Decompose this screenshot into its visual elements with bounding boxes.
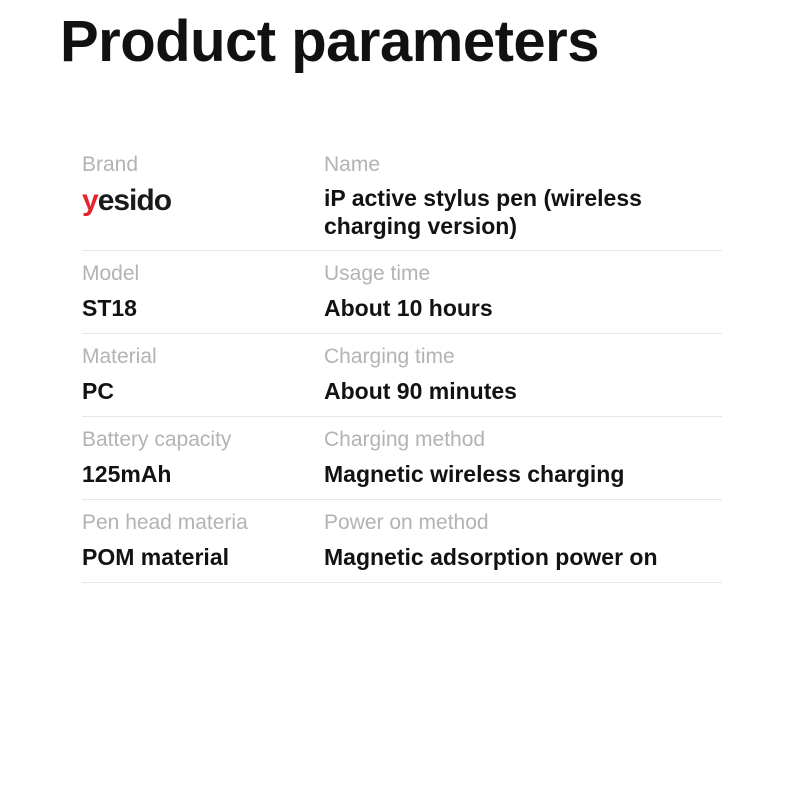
spec-value: 125mAh [82,461,172,487]
yesido-logo-word: esido [97,184,172,217]
spec-cell-model [82,259,324,323]
spec-value: iP active stylus pen (wireless charging version) [324,185,642,239]
spec-cell-battery-capacity [82,425,324,489]
table-row [82,140,722,251]
yesido-logo [82,186,324,220]
table-row [82,417,722,500]
spec-cell-charging-method [324,425,722,489]
page-title: Product parameters [60,9,599,74]
spec-value: POM material [82,544,229,570]
spec-cell-charging-time [324,342,722,406]
spec-label: Material [82,345,157,368]
table-row [82,334,722,417]
spec-label: Battery capacity [82,428,232,451]
spec-value: PC [82,378,114,404]
specifications-table [82,140,722,583]
spec-cell-pen-head-material [82,508,324,572]
spec-label: Charging method [324,428,486,451]
spec-label: Brand [82,153,139,176]
spec-cell-power-on-method [324,508,722,572]
spec-value: About 10 hours [324,295,493,321]
spec-label: Power on method [324,511,489,534]
spec-label: Charging time [324,345,455,368]
spec-cell-brand [82,150,324,240]
spec-cell-material [82,342,324,406]
spec-label: Name [324,153,381,176]
spec-label: Usage time [324,262,431,285]
table-row [82,251,722,334]
spec-cell-usage-time [324,259,722,323]
spec-value: Magnetic adsorption power on [324,544,658,570]
spec-value: About 90 minutes [324,378,517,404]
spec-value: Magnetic wireless charging [324,461,625,487]
spec-label: Model [82,262,140,285]
spec-value: ST18 [82,295,137,321]
table-row [82,500,722,583]
yesido-logo-mark: y [82,184,98,217]
spec-label: Pen head materia [82,511,248,534]
spec-cell-name [324,150,722,240]
